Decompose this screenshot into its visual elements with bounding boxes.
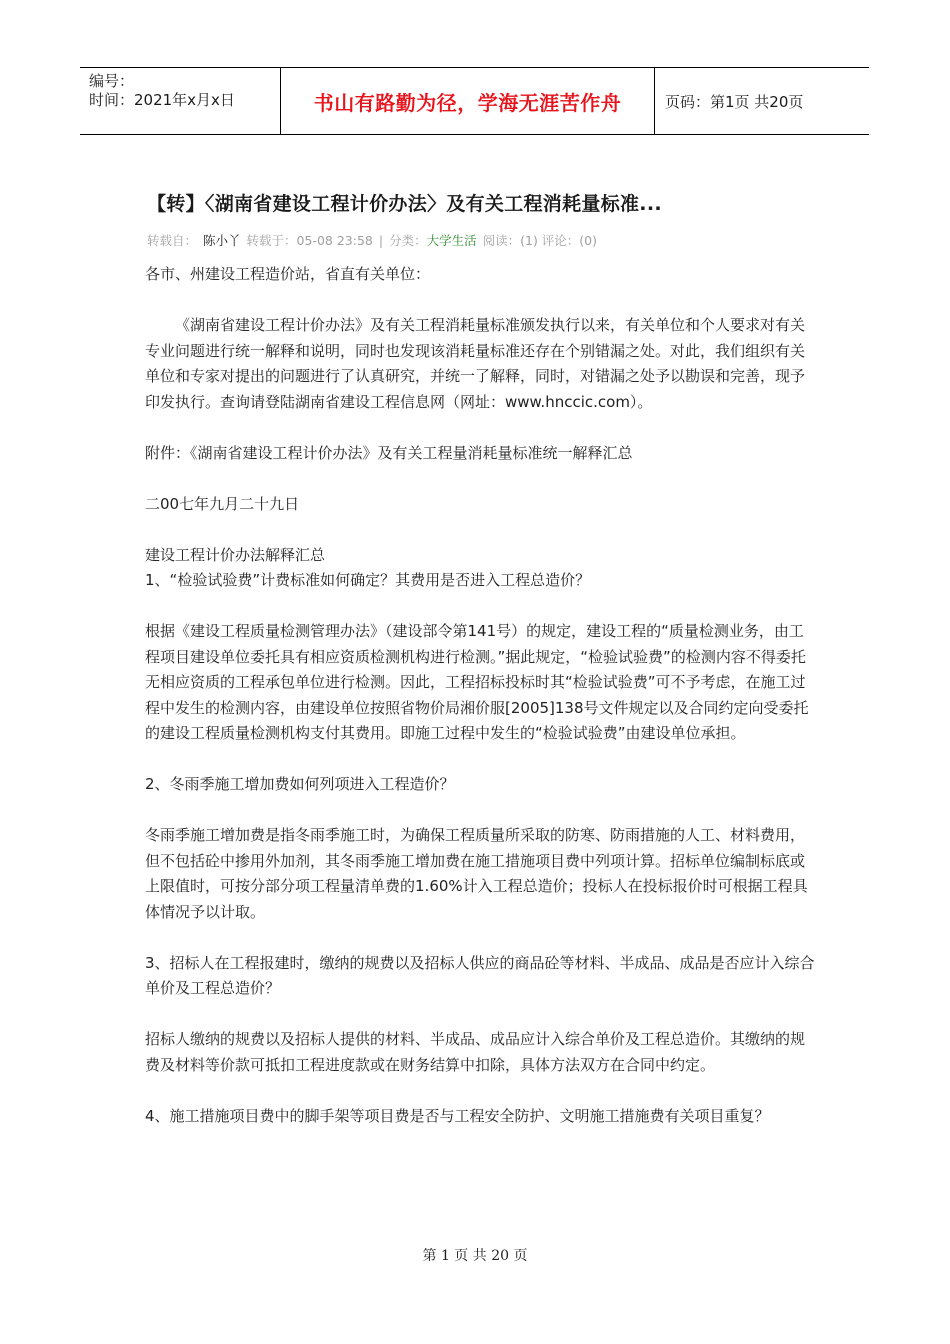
intro-paragraph: 《湖南省建设工程计价办法》及有关工程消耗量标准颁发执行以来，有关单位和个人要求对有关专业问题进行统一解释和说明，同时也发现该消耗量标准还存在个别错漏之处。对此，我们组织有关单位和专家对提出的问题进行了认真研究，并统一了解释，同时，对错漏之处予以勘误和完善，现予印发执行。查询请登陆湖南省建设工程信息网（网址：www.hnccic.com）。 <box>145 316 806 411</box>
page-footer: 第 1 页 共 20 页 <box>422 1248 528 1264</box>
article-title: 【转】〈湖南省建设工程计价办法〉及有关工程消耗量标准... <box>147 193 662 215</box>
author-link[interactable]: 陈小丫 <box>203 233 241 248</box>
repost-time: 转载于：05-08 23:58 <box>246 233 373 248</box>
date-label: 时间：2021年x月x日 <box>89 91 235 109</box>
page-info: 页码：第1页 共20页 <box>665 92 804 111</box>
from-label: 转载自： <box>147 233 198 248</box>
answer-3: 招标人缴纳的规费以及招标人提供的材料、半成品、成品应计入综合单价及工程总造价。其缴纳的规费及材料等价款可抵扣工程进度款或在财务结算中扣除，具体方法双方在合同中约定。 <box>145 1030 806 1074</box>
section-heading: 建设工程计价办法解释汇总 <box>145 545 326 564</box>
header-left-cell <box>80 68 281 134</box>
question-3: 3、招标人在工程报建时，缴纳的规费以及招标人供应的商品砼等材料、半成品、成品是否应计入综合单价及工程总造价？ <box>145 953 815 997</box>
article-body <box>145 262 815 1155</box>
motto: 书山有路勤为径，学海无涯苦作舟 <box>281 68 655 134</box>
answer-2: 冬雨季施工增加费是指冬雨季施工时，为确保工程质量所采取的防寒、防雨措施的人工、材料费用，但不包括砼中掺用外加剂，其冬雨季施工增加费在施工措施项目费中列项计算。招标单位编制标底或上限值时，可按分部分项工程量清单费的1.60%计入工程总造价；投标人在投标报价时可根据工程具体情况予以计取。 <box>145 826 808 921</box>
document-header <box>80 67 869 135</box>
date-line: 二00七年九月二十九日 <box>145 494 300 513</box>
question-1: 1、“检验试验费”计费标准如何确定？其费用是否进入工程总造价？ <box>145 571 591 589</box>
article-meta <box>147 231 597 249</box>
question-4: 4、施工措施项目费中的脚手架等项目费是否与工程安全防护、文明施工措施费有关项目重复？ <box>145 1106 770 1125</box>
serial-number-label: 编号： <box>89 72 135 90</box>
attachment-line: 附件：《湖南省建设工程计价办法》及有关工程量消耗量标准统一解释汇总 <box>145 443 633 462</box>
read-comment-stats: 阅读：(1) 评论：(0) <box>482 233 597 248</box>
category-label: 分类： <box>389 233 427 248</box>
meta-separator: | <box>378 233 384 248</box>
salutation: 各市、州建设工程造价站，省直有关单位： <box>145 265 431 283</box>
question-2: 2、冬雨季施工增加费如何列项进入工程造价？ <box>145 775 455 793</box>
category-link[interactable]: 大学生活 <box>426 233 477 248</box>
answer-1: 根据《建设工程质量检测管理办法》（建设部令第141号）的规定，建设工程的“质量检测业务，由工程项目建设单位委托具有相应资质检测机构进行检测。”据此规定，“检验试验费”的检测内容不得委托无相应资质的工程承包单位进行检测。因此，工程招标投标时其“检验试验费”可不予考虑，在施工过程中发生的检测内容，由建设单位按照省物价局湘价服[2005]138号文件规定以及合同约定向受委托的建设工程质量检测机构支付其费用。即施工过程中发生的“检验试验费”由建设单位承担。 <box>145 622 809 742</box>
